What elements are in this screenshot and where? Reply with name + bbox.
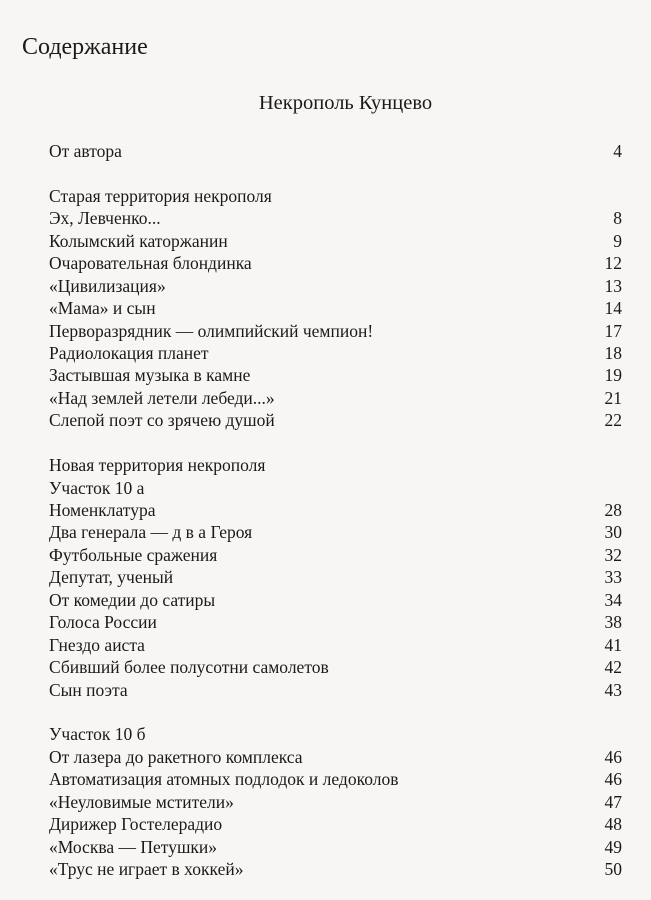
toc-entry — [49, 858, 622, 880]
toc-entry-title: Эх, Левченко... — [49, 208, 161, 229]
toc-entry — [49, 656, 622, 678]
section-subtitle: Некрополь Кунцево — [258, 92, 433, 114]
toc-section-title: Старая территория некрополя — [49, 185, 272, 206]
toc-entry — [49, 836, 622, 858]
toc-subsection-title: Участок 10 б — [49, 724, 146, 745]
toc-entry-page: 21 — [604, 387, 622, 408]
toc-entry-title: «Цивилизация» — [49, 275, 166, 296]
toc-subsection-heading — [49, 723, 622, 745]
toc-entry-page: 46 — [604, 746, 622, 767]
toc-entry — [49, 813, 622, 835]
toc-entry-page: 42 — [604, 657, 622, 678]
toc-entry — [49, 679, 622, 701]
toc-entry-page: 50 — [604, 859, 622, 879]
toc-entry — [49, 342, 622, 364]
toc-entry-page: 4 — [613, 141, 622, 161]
spacer — [49, 162, 622, 184]
toc-entry-title: Слепой поэт со зрячею душой — [49, 410, 275, 431]
toc-entry — [49, 297, 622, 319]
toc-entry — [49, 521, 622, 543]
toc-entry-page: 19 — [604, 365, 622, 386]
toc-entry-page: 14 — [604, 298, 622, 319]
toc-entry-page: 13 — [604, 275, 622, 296]
toc-entry-page: 28 — [604, 500, 622, 520]
toc-section-title: Новая территория некрополя — [49, 455, 266, 476]
toc-entry-title: Радиолокация планет — [49, 342, 209, 363]
toc-entry-page: 46 — [604, 769, 622, 790]
page-title: Содержание — [22, 34, 148, 60]
toc-entry-page: 41 — [604, 634, 622, 655]
toc-entry-page: 30 — [604, 522, 622, 543]
toc-entry-title: Два генерала — д в а Героя — [49, 522, 253, 543]
toc-subsection-heading — [49, 477, 622, 499]
toc-entry-page: 49 — [604, 836, 622, 857]
toc-subsection-title: Участок 10 а — [49, 477, 145, 498]
toc-entry-title: Перворазрядник — олимпийский чемпион! — [49, 320, 374, 341]
toc-entry-title: Сын поэта — [49, 679, 128, 700]
toc-entry-title: Сбивший более полусотни самолетов — [49, 657, 329, 678]
toc-entry-page: 48 — [604, 814, 622, 835]
toc-entry-page: 18 — [604, 342, 622, 363]
spacer — [49, 432, 622, 454]
toc-entry-page: 9 — [613, 230, 622, 251]
spacer — [49, 701, 622, 723]
toc-entry-page: 47 — [604, 791, 622, 812]
toc-entry-title: «Над землей летели лебеди...» — [49, 387, 275, 408]
toc-entry-title: Номенклатура — [49, 500, 156, 520]
toc-entry-title: Гнездо аиста — [49, 634, 145, 655]
toc-entry-title: Застывшая музыка в камне — [49, 365, 251, 386]
toc-entry — [49, 791, 622, 813]
toc-entry — [49, 768, 622, 790]
toc-entry — [49, 499, 622, 521]
toc-entry — [49, 320, 622, 342]
toc-entry-title: «Трус не играет в хоккей» — [49, 859, 244, 879]
toc-entry — [49, 140, 622, 162]
toc-entry-title: От комедии до сатиры — [49, 589, 216, 610]
toc-section-heading — [49, 454, 622, 476]
toc-section-heading — [49, 185, 622, 207]
toc-entry-title: Очаровательная блондинка — [49, 253, 252, 274]
toc-entry-title: От автора — [49, 141, 122, 161]
toc-entry-title: «Неуловимые мстители» — [49, 791, 234, 812]
toc-entry-title: «Мама» и сын — [49, 298, 156, 319]
toc-entry-page: 32 — [604, 544, 622, 565]
toc-entry — [49, 589, 622, 611]
table-of-contents — [49, 140, 622, 880]
toc-entry-title: Голоса России — [49, 612, 157, 633]
toc-entry-page: 38 — [604, 612, 622, 633]
toc-entry — [49, 230, 622, 252]
toc-entry — [49, 611, 622, 633]
toc-entry — [49, 634, 622, 656]
toc-entry-page: 17 — [604, 320, 622, 341]
toc-entry-title: Дирижер Гостелерадио — [49, 814, 223, 835]
toc-entry — [49, 207, 622, 229]
toc-entry — [49, 566, 622, 588]
toc-entry-page: 34 — [604, 589, 622, 610]
toc-entry — [49, 387, 622, 409]
toc-entry — [49, 275, 622, 297]
toc-entry-title: Колымский каторжанин — [49, 230, 228, 251]
toc-entry-page: 12 — [604, 253, 622, 274]
toc-entry — [49, 252, 622, 274]
toc-entry-title: Футбольные сражения — [49, 544, 218, 565]
toc-entry-page: 8 — [613, 208, 622, 229]
toc-entry — [49, 544, 622, 566]
toc-entry — [49, 746, 622, 768]
toc-entry — [49, 364, 622, 386]
toc-entry-title: От лазера до ракетного комплекса — [49, 746, 303, 767]
toc-entry-page: 33 — [604, 567, 622, 588]
toc-entry-page: 22 — [604, 410, 622, 431]
toc-entry-title: «Москва — Петушки» — [49, 836, 218, 857]
toc-entry-title: Депутат, ученый — [49, 567, 174, 588]
toc-entry-title: Автоматизация атомных подлодок и ледоколов — [49, 769, 399, 790]
toc-entry-page: 43 — [604, 679, 622, 700]
toc-entry — [49, 409, 622, 431]
